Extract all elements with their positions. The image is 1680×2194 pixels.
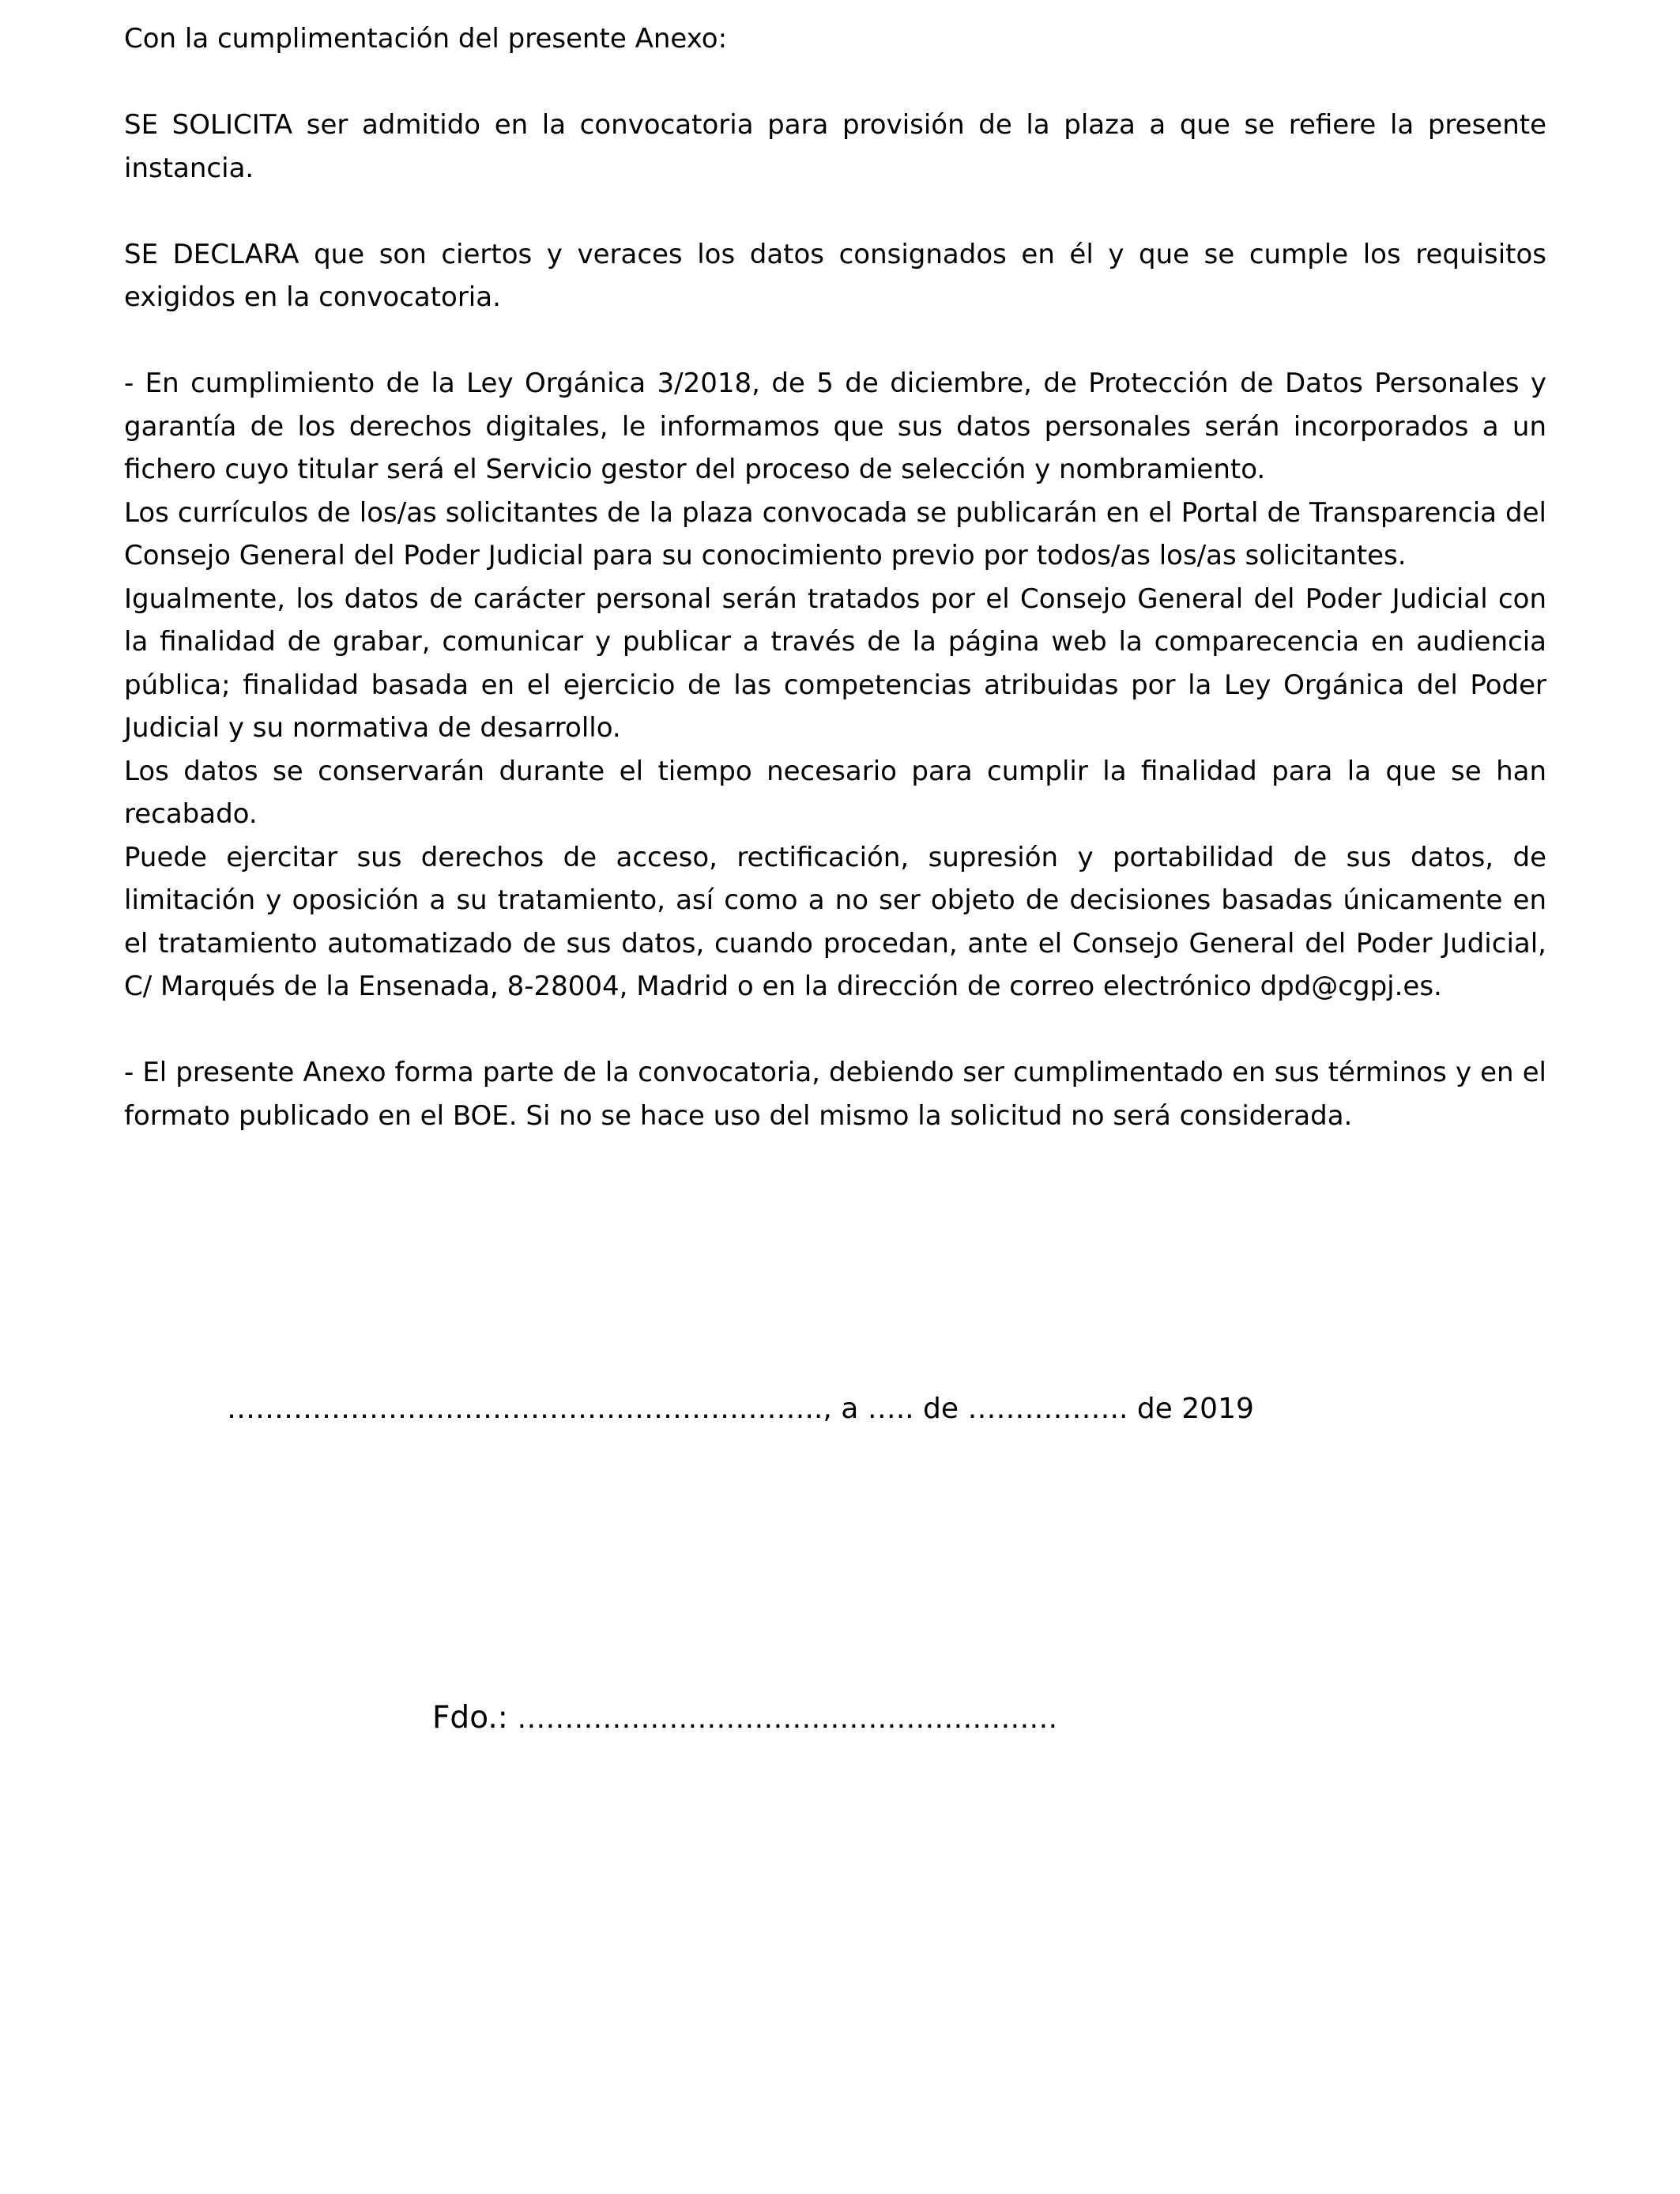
signature-line (432, 1697, 1057, 1740)
data-rights-paragraph: Puede ejercitar sus derechos de acceso, rectificación, supresión y portabilidad de sus datos, de limitación y oposición a su tratamiento, así como a no ser objeto de decisiones basadas únicamente en el tratamiento automatizado de sus datos, cuando procedan, ante el Consejo General del Poder Judicial, C/ Marqués de la Ensenada, 8-28004, Madrid o en la dirección de correo electrónico dpd@cgpj.es. (124, 841, 1546, 1002)
data-protection-paragraph: - En cumplimiento de la Ley Orgánica 3/2018, de 5 de diciembre, de Protección de Datos Personales y garantía de los derechos digitales, le informamos que sus datos personales serán incorporados a un fichero cuyo titular será el Servicio gestor del proceso de selección y nombramiento. (124, 368, 1546, 485)
declara-paragraph: SE DECLARA que son ciertos y veraces los datos consignados en él y que se cumple los requisitos exigidos en la convocatoria. (124, 238, 1546, 313)
signature-blank: ………………………………………………… (507, 1702, 1058, 1735)
paragraph-gap (124, 190, 1546, 233)
solicita-paragraph: SE SOLICITA ser admitido en la convocatoria para provisión de la plaza a que se refiere la presente instancia. (124, 109, 1546, 184)
document-body (124, 17, 1546, 1137)
intro-paragraph: Con la cumplimentación del presente Anexo: (124, 23, 728, 55)
paragraph-gap (124, 319, 1546, 363)
signature-label: Fdo.: (432, 1700, 508, 1736)
place-date-line: ……………………………………………….…….., a ….. de …………….. de 2019 (227, 1393, 1254, 1425)
data-retention-paragraph: Los datos se conservarán durante el tiempo necesario para cumplir la finalidad para la que se han recabado. (124, 755, 1546, 830)
curriculum-publication-paragraph: Los currículos de los/as solicitantes de la plaza convocada se publicarán en el Portal de Transparencia del Consejo General del Poder Judicial para su conocimiento previo por todos/as los/as solicitantes. (124, 496, 1546, 571)
paragraph-gap (124, 1008, 1546, 1052)
anexo-note-paragraph: - El presente Anexo forma parte de la convocatoria, debiendo ser cumplimentado en sus términos y en el formato publicado en el BOE. Si no se hace uso del mismo la solicitud no será considerada. (124, 1057, 1546, 1132)
data-processing-paragraph: Igualmente, los datos de carácter personal serán tratados por el Consejo General del Poder Judicial con la finalidad de grabar, comunicar y publicar a través de la página web la comparecencia en audiencia pública; finalidad basada en el ejercicio de las competencias atribuidas por la Ley Orgánica del Poder Judicial y su normativa de desarrollo. (124, 582, 1546, 744)
paragraph-gap (124, 61, 1546, 104)
